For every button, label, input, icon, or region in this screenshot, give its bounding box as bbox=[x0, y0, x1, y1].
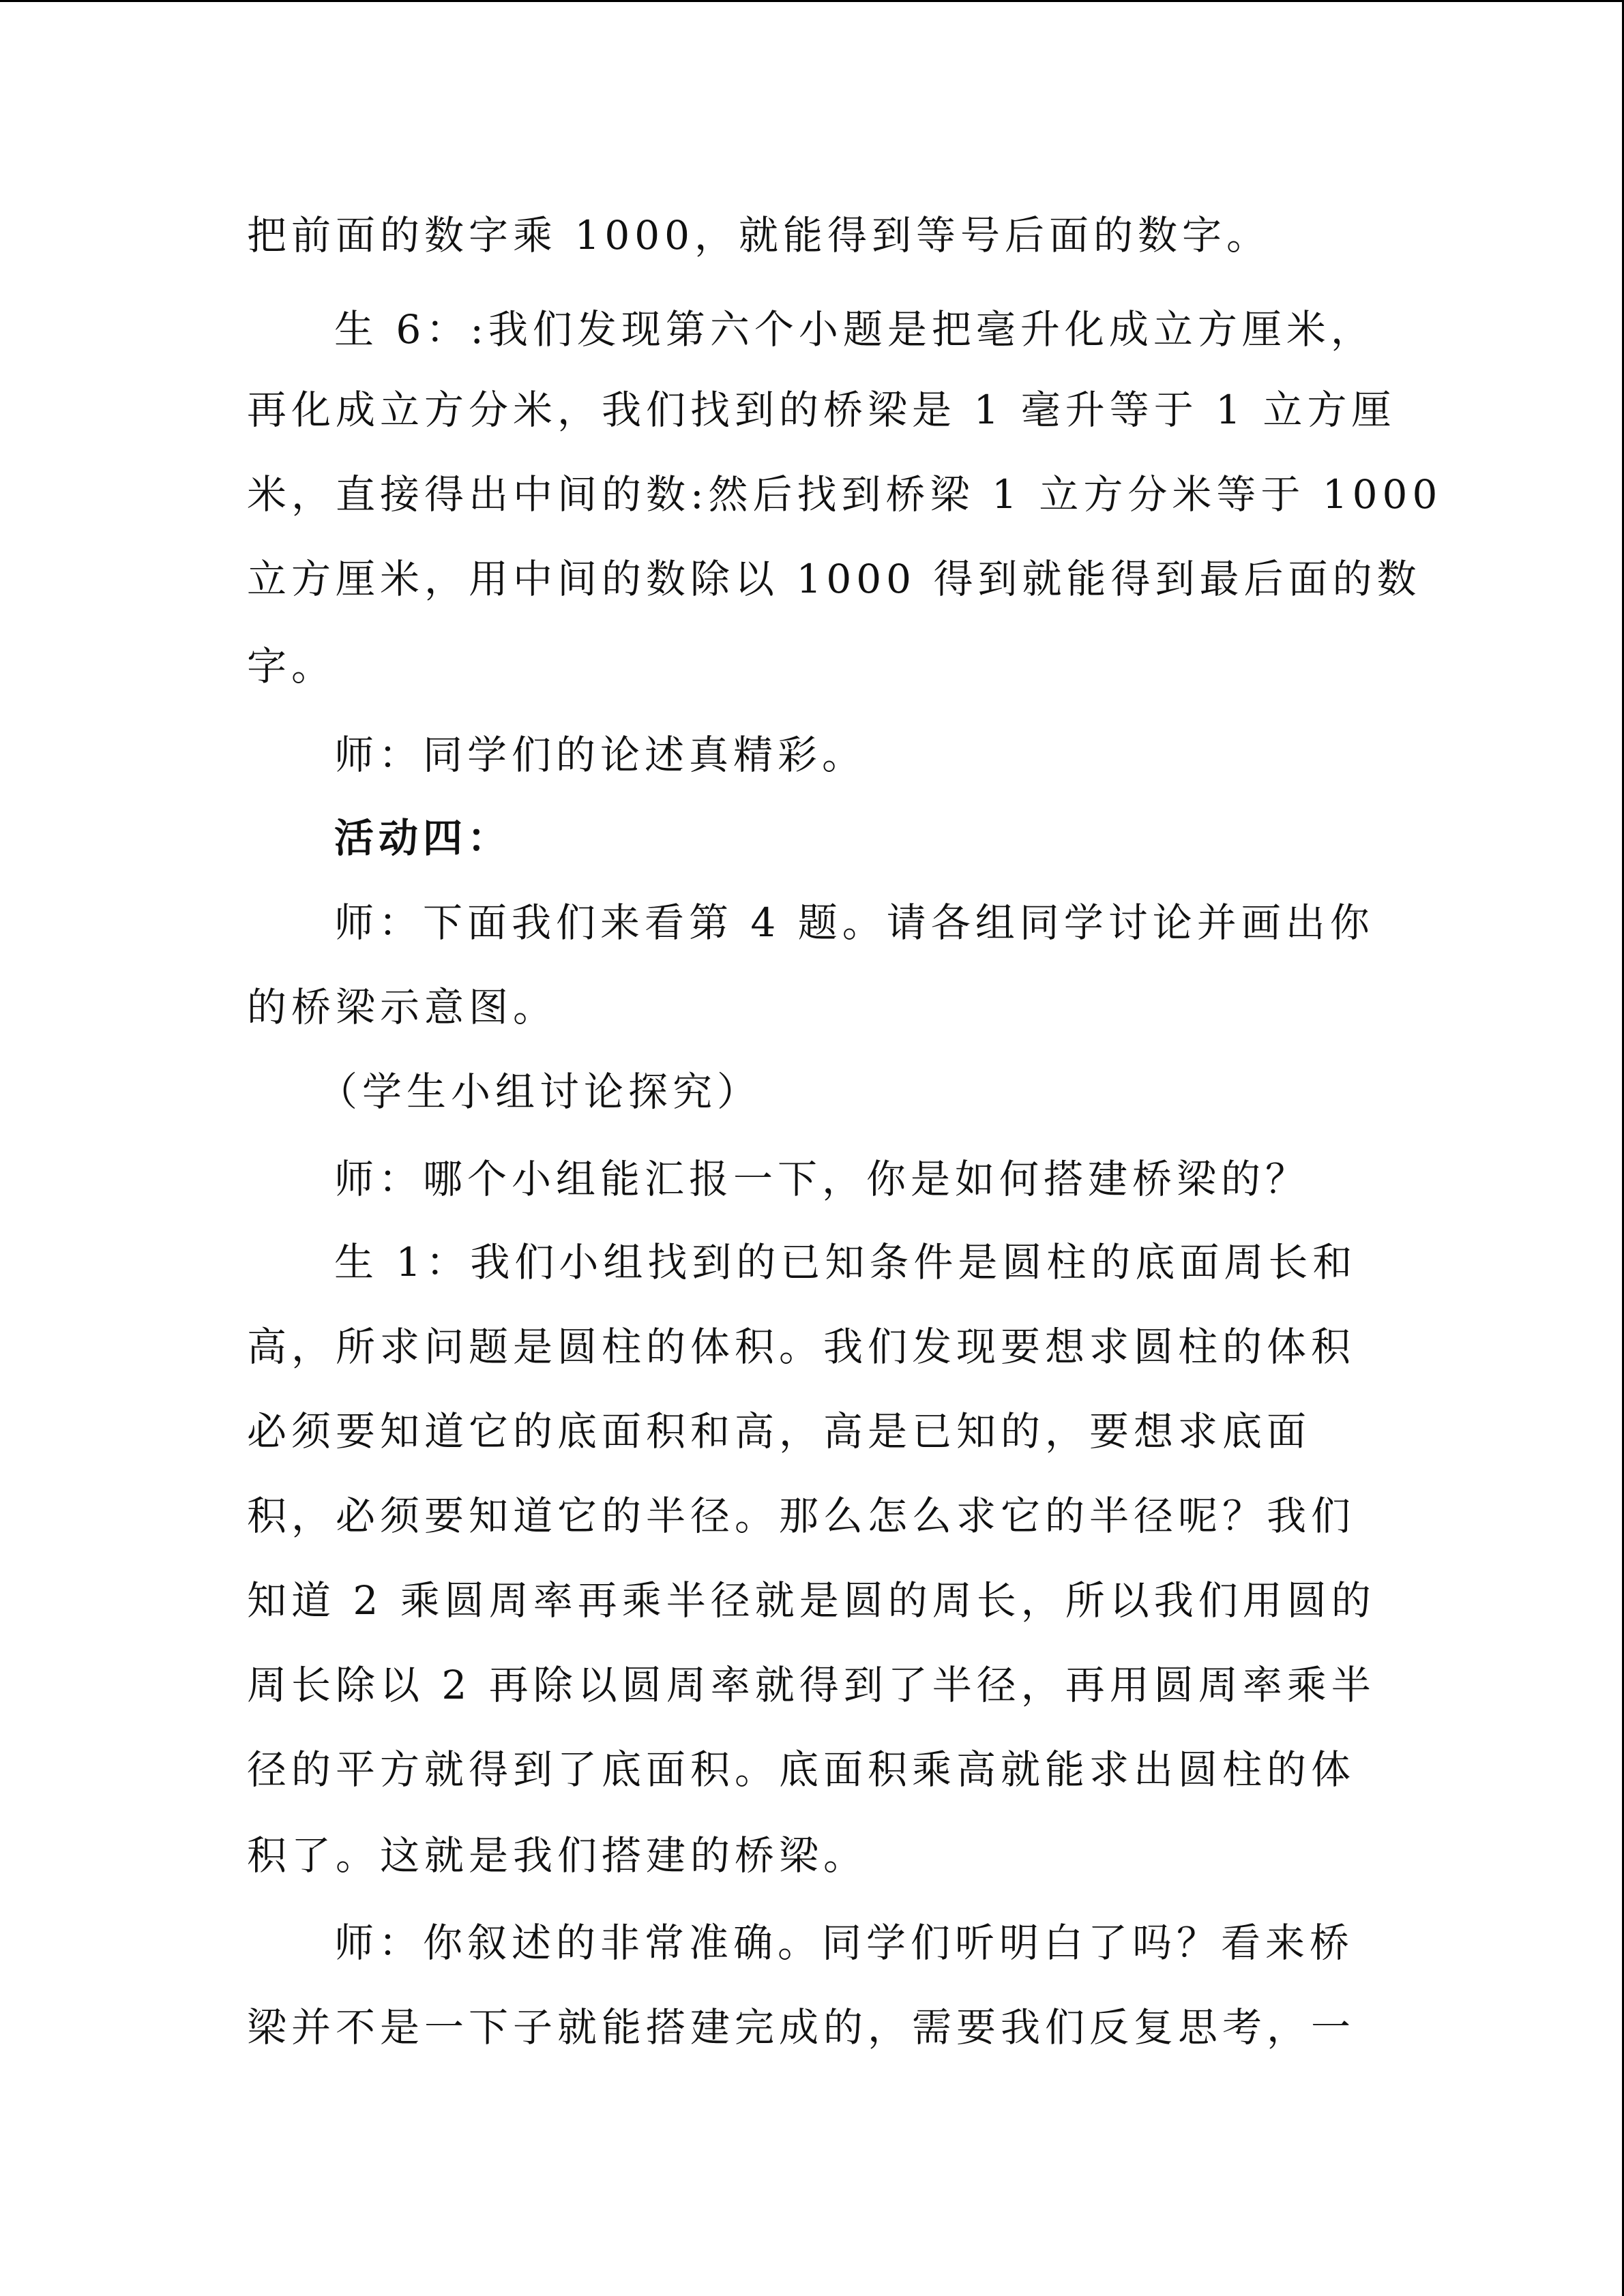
text-line: 积，必须要知道它的半径。那么怎么求它的半径呢？我们 bbox=[247, 1493, 1356, 1539]
section-heading: 活动四： bbox=[334, 815, 512, 861]
text-line: 师：下面我们来看第 4 题。请各组同学讨论并画出你 bbox=[334, 899, 1374, 946]
text-line: 师：同学们的论述真精彩。 bbox=[334, 732, 867, 778]
text-line: 梁并不是一下子就能搭建完成的，需要我们反复思考，一 bbox=[247, 2004, 1356, 2051]
text-line: 高，所求问题是圆柱的体积。我们发现要想求圆柱的体积 bbox=[247, 1324, 1356, 1370]
text-line: 的桥梁示意图。 bbox=[247, 984, 558, 1030]
text-line: 师：哪个小组能汇报一下，你是如何搭建桥梁的？ bbox=[334, 1156, 1310, 1202]
text-line: 把前面的数字乘 1000，就能得到等号后面的数字。 bbox=[247, 212, 1271, 258]
text-line: 字。 bbox=[247, 643, 336, 689]
text-line: 再化成立方分米，我们找到的桥梁是 1 毫升等于 1 立方厘 bbox=[247, 387, 1396, 433]
text-line: 立方厘米，用中间的数除以 1000 得到就能得到最后面的数 bbox=[247, 556, 1421, 602]
text-line: 生 1：我们小组找到的已知条件是圆柱的底面周长和 bbox=[334, 1239, 1357, 1285]
text-line: （学生小组讨论探究） bbox=[318, 1069, 762, 1115]
text-line: 必须要知道它的底面积和高，高是已知的，要想求底面 bbox=[247, 1408, 1312, 1455]
text-line: 米，直接得出中间的数:然后找到桥梁 1 立方分米等于 1000 bbox=[247, 471, 1443, 518]
text-line: 积了。这就是我们搭建的桥梁。 bbox=[247, 1832, 868, 1879]
page-border-top bbox=[0, 0, 1624, 2]
text-line: 周长除以 2 再除以圆周率就得到了半径，再用圆周率乘半 bbox=[247, 1662, 1376, 1708]
text-line: 径的平方就得到了底面积。底面积乘高就能求出圆柱的体 bbox=[247, 1746, 1356, 1793]
text-line: 知道 2 乘圆周率再乘半径就是圆的周长，所以我们用圆的 bbox=[247, 1577, 1376, 1624]
text-line: 生 6：:我们发现第六个小题是把毫升化成立方厘米， bbox=[334, 306, 1375, 353]
text-line: 师：你叙述的非常准确。同学们听明白了吗？看来桥 bbox=[334, 1920, 1355, 1966]
